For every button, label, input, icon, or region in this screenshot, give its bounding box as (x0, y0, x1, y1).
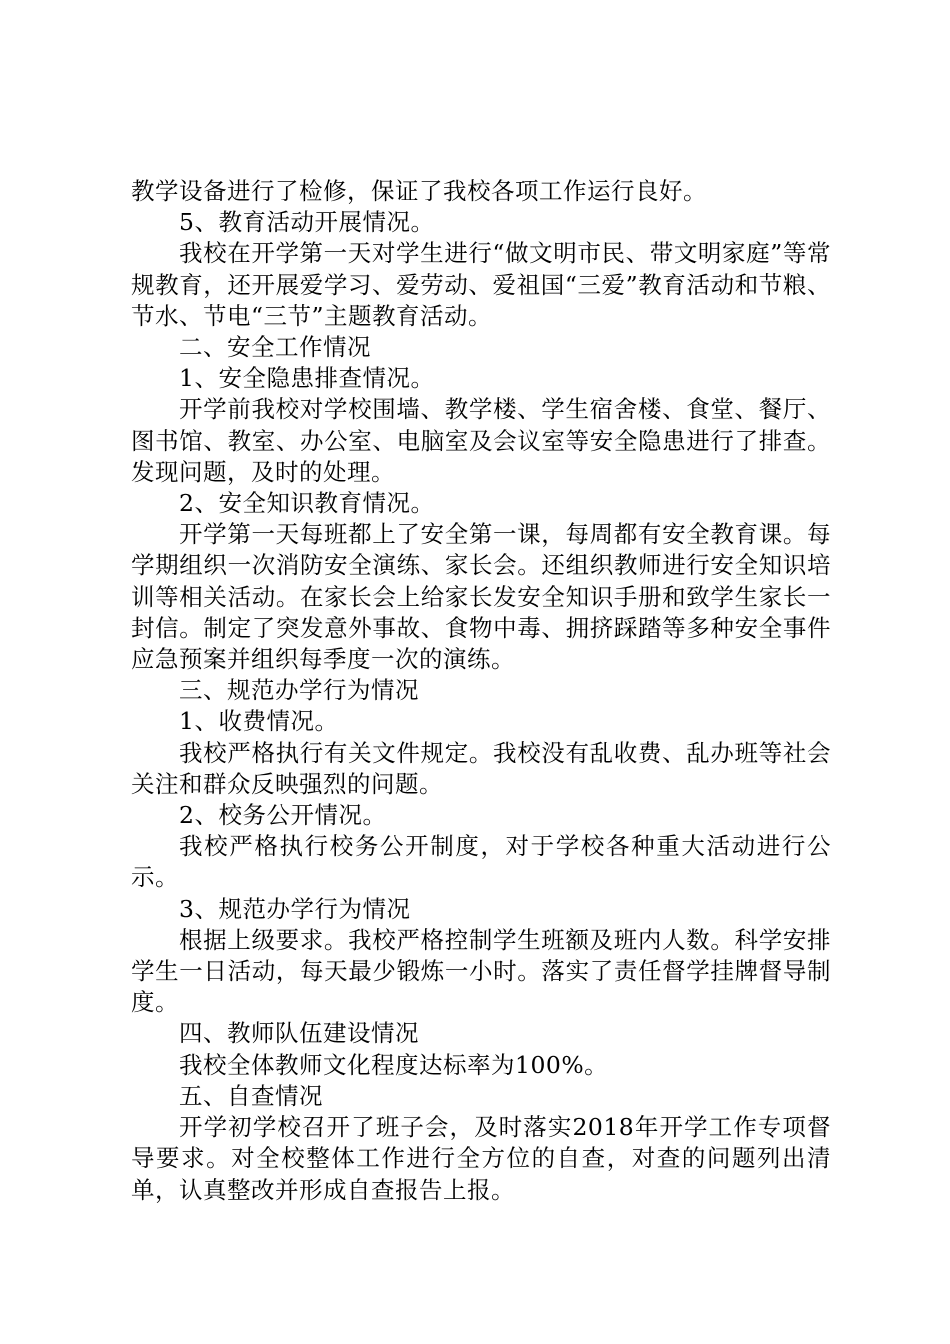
section-heading: 四、教师队伍建设情况 (179, 1019, 419, 1048)
paragraph: 开学前我校对学校围墙、教学楼、学生宿舍楼、食堂、餐厅、图书馆、教室、办公室、电脑室及会议室等安全隐患进行了排查。发现问题，及时的处理。 (131, 395, 831, 486)
section-heading: 2、安全知识教育情况。 (179, 489, 435, 518)
section-heading: 二、安全工作情况 (179, 333, 371, 362)
section-heading: 3、规范办学行为情况 (179, 894, 411, 923)
section-heading: 三、规范办学行为情况 (179, 676, 419, 705)
paragraph: 教学设备进行了检修，保证了我校各项工作运行良好。 (131, 177, 707, 205)
section-heading: 1、收费情况。 (179, 707, 339, 736)
paragraph: 开学初学校召开了班子会，及时落实2018年开学工作专项督导要求。对全校整体工作进行全方位的自查，对查的问题列出清单，认真整改并形成自查报告上报。 (131, 1113, 831, 1204)
paragraph: 我校严格执行有关文件规定。我校没有乱收费、乱办班等社会关注和群众反映强烈的问题。 (131, 738, 831, 798)
paragraph: 我校严格执行校务公开制度，对于学校各种重大活动进行公示。 (131, 832, 831, 892)
paragraph: 开学第一天每班都上了安全第一课，每周都有安全教育课。每学期组织一次消防安全演练、家长会。还组织教师进行安全知识培训等相关活动。在家长会上给家长发安全知识手册和致学生家长一封信。制定了突发意外事故、食物中毒、拥挤踩踏等多种安全事件应急预案并组织每季度一次的演练。 (131, 520, 831, 674)
paragraph: 我校在开学第一天对学生进行“做文明市民、带文明家庭”等常规教育，还开展爱学习、爱劳动、爱祖国“三爱”教育活动和节粮、节水、节电“三节”主题教育活动。 (131, 239, 831, 330)
paragraph: 我校全体教师文化程度达标率为100%。 (179, 1050, 609, 1079)
section-heading: 五、自查情况 (179, 1081, 323, 1110)
section-heading: 2、校务公开情况。 (179, 801, 387, 830)
paragraph: 根据上级要求。我校严格控制学生班额及班内人数。科学安排学生一日活动，每天最少锻炼一小时。落实了责任督学挂牌督导制度。 (131, 925, 831, 1017)
document-body (131, 176, 831, 1206)
section-heading: 5、教育活动开展情况。 (179, 208, 435, 237)
section-heading: 1、安全隐患排查情况。 (179, 364, 435, 393)
